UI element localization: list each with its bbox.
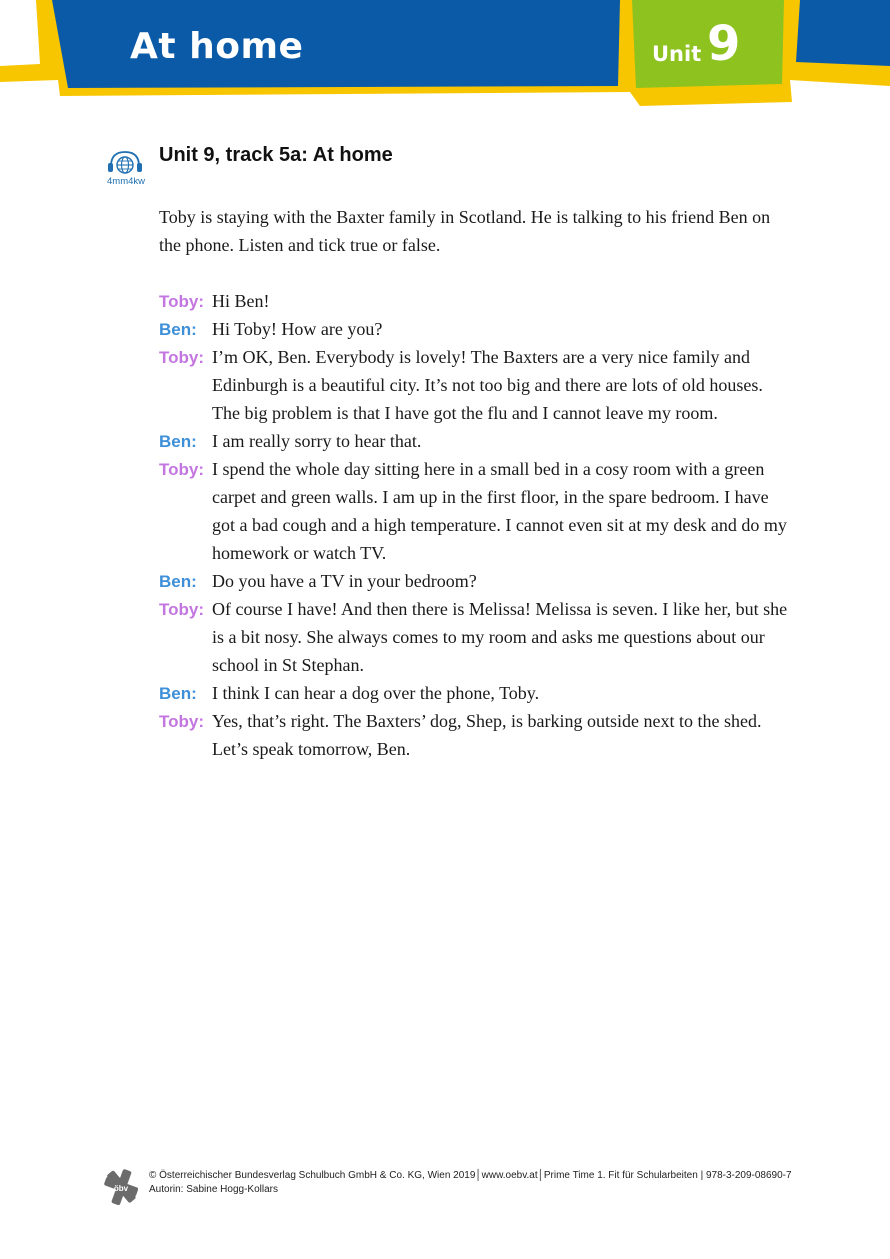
- speaker-label: Ben:: [159, 572, 197, 591]
- audio-globe-icon[interactable]: [106, 148, 144, 176]
- dialogue-line: [159, 343, 789, 427]
- dialogue-text: I think I can hear a dog over the phone, Toby.: [212, 683, 540, 703]
- dialogue-text: I am really sorry to hear that.: [212, 431, 422, 451]
- dialogue-text: I’m OK, Ben. Everybody is lovely! The Baxters are a very nice family and Edinburgh is a beautiful city. It’s not too big and there are lots of old houses. The big problem is that I have got the flu and I cannot leave my room.: [212, 347, 763, 423]
- dialogue: [159, 287, 789, 763]
- speaker-label: Toby:: [159, 712, 205, 731]
- dialogue-line: [159, 287, 789, 315]
- speaker-label: Toby:: [159, 292, 205, 311]
- publisher-logo-icon: [104, 1169, 138, 1205]
- svg-text:öbv: öbv: [113, 1184, 129, 1193]
- dialogue-line: [159, 595, 789, 679]
- dialogue-text: I spend the whole day sitting here in a small bed in a cosy room with a green carpet and green walls. I am up in the first floor, in the spare bedroom. I have got a bad cough and a high temperature. I cannot even sit at my desk and do my homework or watch TV.: [212, 459, 787, 563]
- dialogue-line: [159, 427, 789, 455]
- author-line: Autorin: Sabine Hogg-Kollars: [149, 1184, 278, 1195]
- intro-text: Toby is staying with the Baxter family in Scotland. He is talking to his friend Ben on the phone. Listen and tick true or false.: [159, 207, 771, 255]
- dialogue-line: [159, 707, 789, 763]
- speaker-label: Toby:: [159, 600, 205, 619]
- dialogue-line: [159, 315, 789, 343]
- track-title: Unit 9, track 5a: At home: [159, 144, 393, 166]
- speaker-label: Toby:: [159, 348, 205, 367]
- speaker-label: Ben:: [159, 432, 197, 451]
- copyright-line: © Österreichischer Bundesverlag Schulbuch GmbH & Co. KG, Wien 2019│www.oebv.at│Prime Time 1. Fit für Schularbeiten | 978-3-209-08690-7: [149, 1170, 792, 1181]
- dialogue-text: Do you have a TV in your bedroom?: [212, 571, 477, 591]
- dialogue-text: Yes, that’s right. The Baxters’ dog, Shep, is barking outside next to the shed. Let’s speak tomorrow, Ben.: [212, 711, 762, 759]
- speaker-label: Toby:: [159, 460, 205, 479]
- footer-text: [149, 1169, 792, 1197]
- dialogue-text: Of course I have! And then there is Melissa! Melissa is seven. I like her, but she is a bit nosy. She always comes to my room and asks me questions about our school in St Stephan.: [212, 599, 788, 675]
- unit-number: 9: [707, 16, 741, 72]
- dialogue-text: Hi Ben!: [212, 291, 270, 311]
- dialogue-line: [159, 679, 789, 707]
- dialogue-line: [159, 455, 789, 567]
- unit-label: Unit: [652, 42, 702, 66]
- page-title: At home: [130, 26, 304, 67]
- audio-code: 4mm4kw: [107, 176, 146, 187]
- dialogue-line: [159, 567, 789, 595]
- speaker-label: Ben:: [159, 320, 197, 339]
- speaker-label: Ben:: [159, 684, 197, 703]
- header-banner: [0, 0, 890, 110]
- dialogue-text: Hi Toby! How are you?: [212, 319, 383, 339]
